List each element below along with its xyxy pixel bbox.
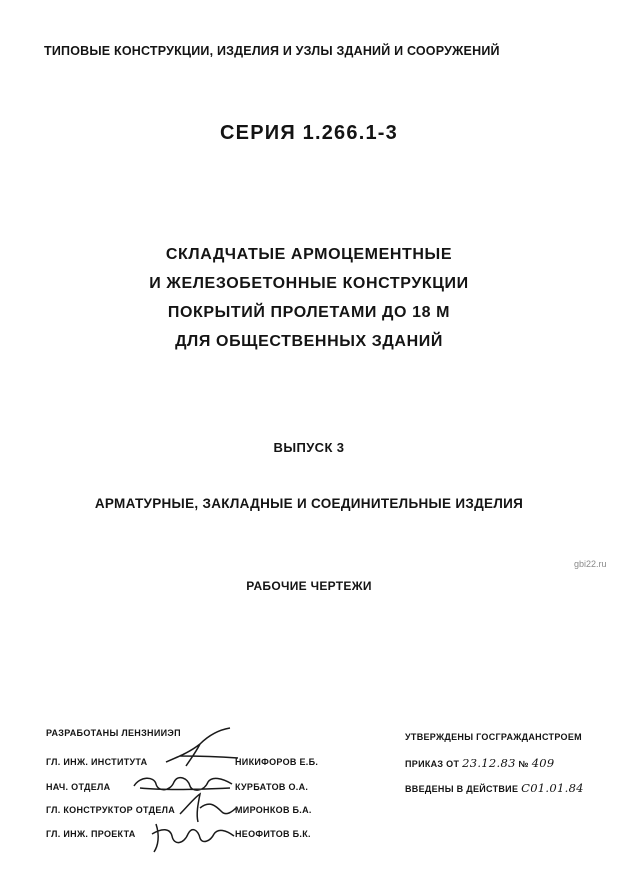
order-line — [405, 756, 555, 770]
name-mironkov: МИРОНКОВ Б.А. — [235, 805, 312, 815]
effective-label: ВВЕДЕНЫ В ДЕЙСТВИЕ — [405, 784, 519, 794]
document-title — [0, 240, 618, 356]
subject-line: АРМАТУРНЫЕ, ЗАКЛАДНЫЕ И СОЕДИНИТЕЛЬНЫЕ ИЗДЕЛИЯ — [94, 496, 524, 511]
order-number-label: № — [518, 759, 529, 769]
series-title: СЕРИЯ 1.266.1-3 — [220, 122, 398, 144]
role-chief-engineer-institute: ГЛ. ИНЖ. ИНСТИТУТА — [46, 757, 148, 767]
name-neofitov: НЕОФИТОВ Б.К. — [235, 829, 311, 839]
name-kurbatov: КУРБАТОВ О.А. — [235, 782, 309, 792]
effective-line — [405, 781, 584, 795]
role-department-head: НАЧ. ОТДЕЛА — [46, 782, 111, 792]
name-nikiforov: НИКИФОРОВ Е.Б. — [235, 757, 319, 767]
role-chief-designer: ГЛ. КОНСТРУКТОР ОТДЕЛА — [46, 805, 176, 815]
order-number: 409 — [531, 756, 555, 770]
order-date: 23.12.83 — [462, 756, 516, 770]
title-line: СКЛАДЧАТЫЕ АРМОЦЕМЕНТНЫЕ — [165, 246, 453, 263]
signature-neofitov — [148, 816, 238, 856]
developed-by-label: РАЗРАБОТАНЫ ЛЕНЗНИИЭП — [46, 728, 181, 738]
role-chief-project-engineer: ГЛ. ИНЖ. ПРОЕКТА — [46, 829, 136, 839]
title-line: И ЖЕЛЕЗОБЕТОННЫЕ КОНСТРУКЦИИ — [149, 275, 469, 292]
effective-date: 01.01.84 — [530, 781, 584, 795]
order-label: ПРИКАЗ ОТ — [405, 759, 460, 769]
effective-prefix: С — [521, 781, 531, 795]
signature-nikiforov — [160, 726, 240, 770]
title-line: ДЛЯ ОБЩЕСТВЕННЫХ ЗДАНИЙ — [175, 333, 443, 350]
document-type: РАБОЧИЕ ЧЕРТЕЖИ — [246, 579, 372, 593]
header-text: ТИПОВЫЕ КОНСТРУКЦИИ, ИЗДЕЛИЯ И УЗЛЫ ЗДАНИЙ И СООРУЖЕНИЙ — [44, 44, 500, 58]
approved-by-label: УТВЕРЖДЕНЫ ГОСГРАЖДАНСТРОЕМ — [405, 732, 582, 742]
title-line: ПОКРЫТИЙ ПРОЛЕТАМИ ДО 18 М — [167, 304, 451, 321]
issue-number: ВЫПУСК 3 — [273, 440, 345, 455]
watermark: gbi22.ru — [574, 559, 607, 569]
